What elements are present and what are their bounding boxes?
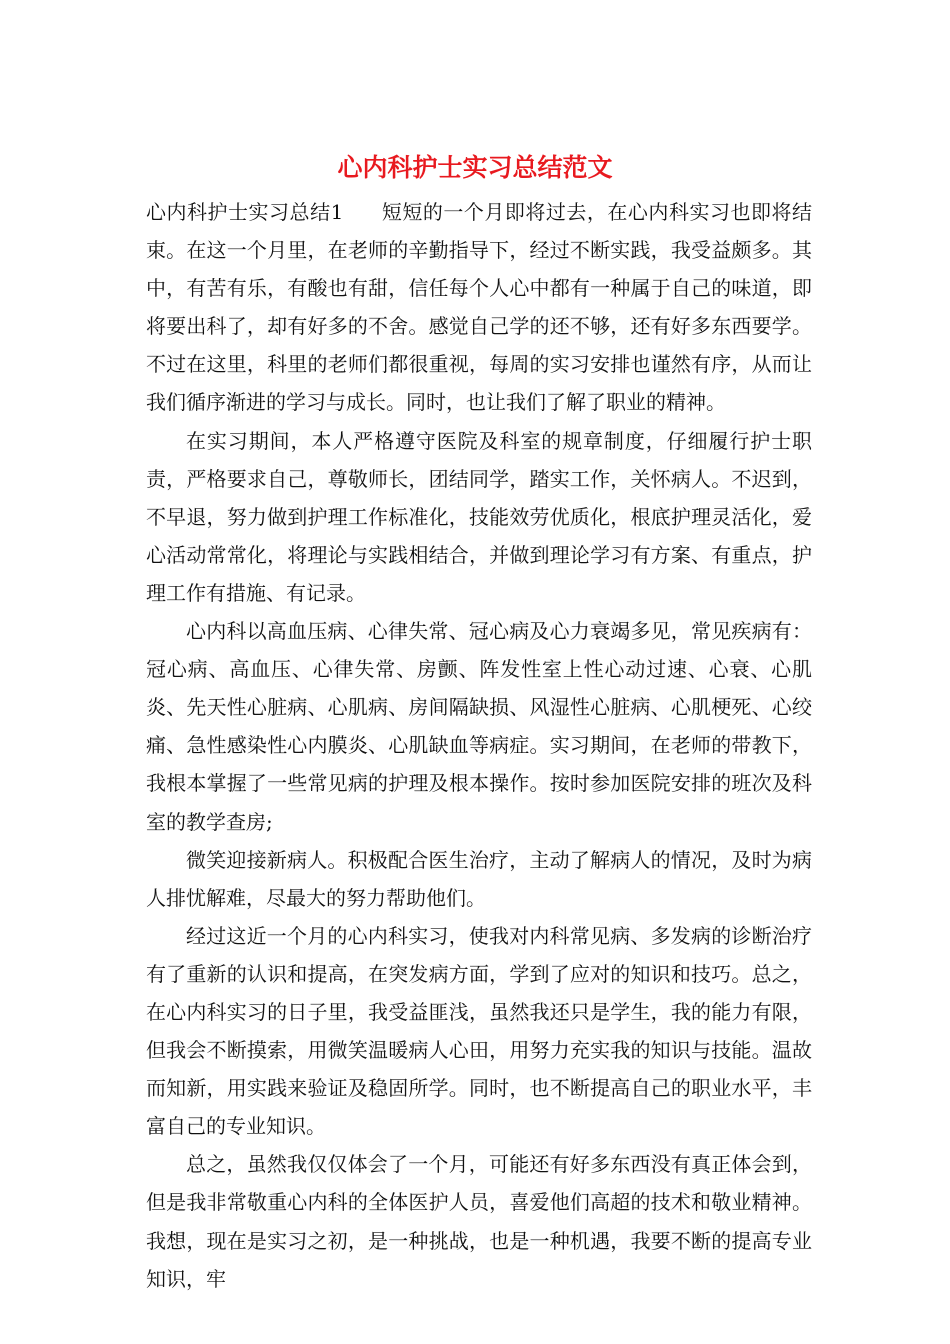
paragraph-1 (146, 193, 812, 422)
section-heading: 心内科护士实习总结1 (146, 200, 344, 224)
paragraph-2: 在实习期间，本人严格遵守医院及科室的规章制度，仔细履行护士职责，严格要求自己，尊敬师长，团结同学，踏实工作，关怀病人。不迟到，不早退，努力做到护理工作标准化，技能效劳优质化，根底护理灵活化，爱心活动常常化，将理论与实践相结合，并做到理论学习有方案、有重点，护理工作有措施、有记录。 (146, 428, 812, 605)
paragraph-1-text: 短短的一个月即将过去，在心内科实习也即将结束。在这一个月里，在老师的辛勤指导下，经过不断实践，我受益颇多。其中，有苦有乐，有酸也有甜，信任每个人心中都有一种属于自己的味道，即将要出科了，却有好多的不舍。感觉自己学的还不够，还有好多东西要学。不过在这里，科里的老师们都很重视，每周的实习安排也谨然有序，从而让我们循序渐进的学习与成长。同时，也让我们了解了职业的精神。 (146, 200, 812, 415)
paragraph-6: 总之，虽然我仅仅体会了一个月，可能还有好多东西没有真正体会到，但是我非常敬重心内科的全体医护人员，喜爱他们高超的技术和敬业精神。我想，现在是实习之初，是一种挑战，也是一种机遇，我要不断的提高专业知识，牢 (146, 1152, 812, 1291)
document-body (146, 193, 812, 1298)
paragraph-4: 微笑迎接新病人。积极配合医生治疗，主动了解病人的情况，及时为病人排忧解难，尽最大的努力帮助他们。 (146, 847, 812, 910)
document-title: 心内科护士实习总结范文 (337, 153, 613, 182)
paragraph-3: 心内科以高血压病、心律失常、冠心病及心力衰竭多见，常见疾病有：冠心病、高血压、心律失常、房颤、阵发性室上性心动过速、心衰、心肌炎、先天性心脏病、心肌病、房间隔缺损、风湿性心脏病、心肌梗死、心绞痛、急性感染性心内膜炎、心肌缺血等病症。实习期间，在老师的带教下，我根本掌握了一些常见病的护理及根本操作。按时参加医院安排的班次及科室的教学查房; (146, 619, 812, 834)
paragraph-5: 经过这近一个月的心内科实习，使我对内科常见病、多发病的诊断治疗有了重新的认识和提高，在突发病方面，学到了应对的知识和技巧。总之，在心内科实习的日子里，我受益匪浅，虽然我还只是学生，我的能力有限，但我会不断摸索，用微笑温暖病人心田，用努力充实我的知识与技能。温故而知新，用实践来验证及稳固所学。同时，也不断提高自己的职业水平，丰富自己的专业知识。 (146, 923, 812, 1139)
